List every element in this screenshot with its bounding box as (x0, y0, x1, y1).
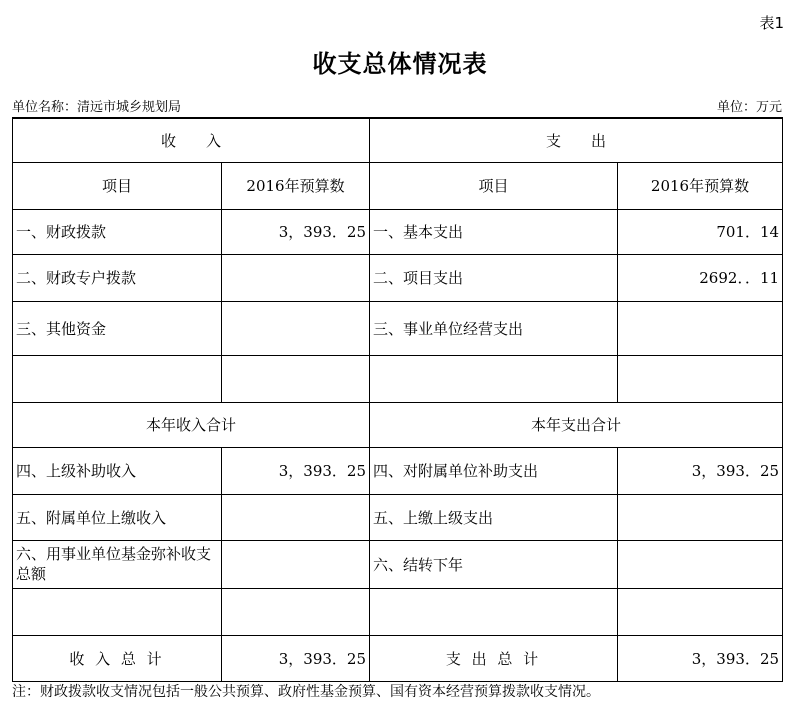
income-value (222, 355, 370, 402)
expense-item: 四、对附属单位补助支出 (370, 447, 618, 494)
income-value: 3，393．25 (222, 209, 370, 254)
expense-item (370, 588, 618, 635)
table-number: 表1 (759, 14, 784, 32)
expense-item: 五、上缴上级支出 (370, 494, 618, 540)
expense-item: 一、基本支出 (370, 209, 618, 254)
income-subtotal-label: 本年收入合计 (13, 402, 370, 447)
income-item: 六、用事业单位基金弥补收支总额 (13, 540, 222, 588)
income-item: 二、财政专户拨款 (13, 254, 222, 301)
table-row (13, 355, 783, 402)
expense-value (618, 301, 783, 355)
expense-value: 701．14 (618, 209, 783, 254)
income-item: 一、财政拨款 (13, 209, 222, 254)
income-item-header: 项目 (13, 162, 222, 209)
income-value (222, 588, 370, 635)
expense-item: 三、事业单位经营支出 (370, 301, 618, 355)
income-item: 五、附属单位上缴收入 (13, 494, 222, 540)
income-value (222, 301, 370, 355)
expense-total-value: 3，393．25 (618, 635, 783, 681)
expense-total-label: 支 出 总 计 (370, 635, 618, 681)
subtotal-row (13, 402, 783, 447)
table-row (13, 447, 783, 494)
expense-budget-header: 2016年预算数 (618, 162, 783, 209)
income-item (13, 588, 222, 635)
table-row (13, 209, 783, 254)
currency-unit-label: 单位：万元 (716, 100, 782, 115)
expense-value (618, 355, 783, 402)
expense-item (370, 355, 618, 402)
income-budget-header: 2016年预算数 (222, 162, 370, 209)
unit-name-label: 单位名称：清远市城乡规划局 (12, 100, 182, 115)
income-item: 四、上级补助收入 (13, 447, 222, 494)
expense-value (618, 588, 783, 635)
income-item (13, 355, 222, 402)
table-row (13, 301, 783, 355)
table-row (13, 588, 783, 635)
income-total-value: 3，393．25 (222, 635, 370, 681)
income-item: 三、其他资金 (13, 301, 222, 355)
income-value: 3，393．25 (222, 447, 370, 494)
section-header-row (13, 118, 783, 162)
table-row (13, 494, 783, 540)
footnote: 注：财政拨款收支情况包括一般公共预算、政府性基金预算、国有资本经营预算拨款收支情况。 (12, 684, 600, 700)
expense-value (618, 540, 783, 588)
expense-value: 2692．．11 (618, 254, 783, 301)
expense-section-header: 支 出 (370, 118, 783, 162)
income-value (222, 494, 370, 540)
table-row (13, 254, 783, 301)
expense-value (618, 494, 783, 540)
expense-item: 六、结转下年 (370, 540, 618, 588)
income-section-header: 收 入 (13, 118, 370, 162)
income-total-label: 收 入 总 计 (13, 635, 222, 681)
column-header-row (13, 162, 783, 209)
budget-table (12, 117, 783, 682)
income-value (222, 254, 370, 301)
total-row (13, 635, 783, 681)
expense-item: 二、项目支出 (370, 254, 618, 301)
page-title: 收支总体情况表 (312, 50, 488, 78)
expense-subtotal-label: 本年支出合计 (370, 402, 783, 447)
expense-value: 3，393．25 (618, 447, 783, 494)
income-value (222, 540, 370, 588)
expense-item-header: 项目 (370, 162, 618, 209)
table-row (13, 540, 783, 588)
